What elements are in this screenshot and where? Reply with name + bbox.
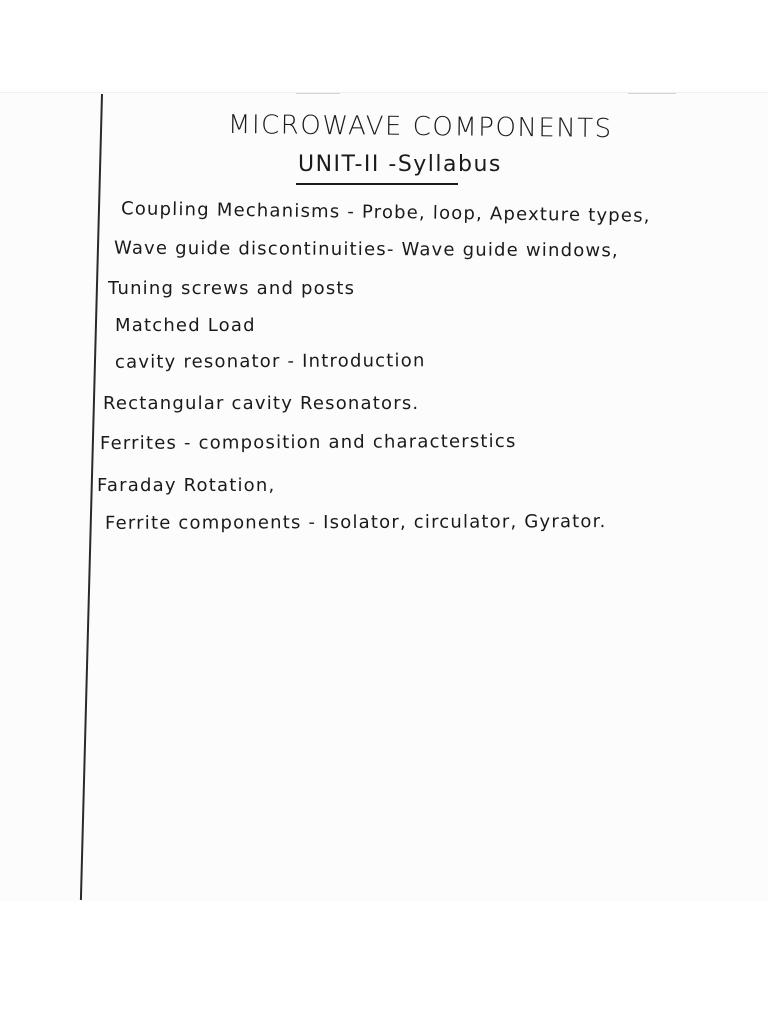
syllabus-line: Tuning screws and posts: [108, 278, 356, 299]
subtitle-underline: [296, 183, 458, 185]
syllabus-line: Faraday Rotation,: [97, 475, 276, 496]
syllabus-line: Matched Load: [115, 315, 256, 336]
scan-mark: [628, 93, 676, 94]
page-subtitle: [298, 152, 502, 177]
page-title: MICROWAVE COMPONENTS: [227, 109, 613, 145]
syllabus-line: Ferrites - composition and characterstics: [99, 430, 517, 455]
syllabus-line: Rectangular cavity Resonators.: [103, 393, 420, 414]
syllabus-line: cavity resonator - Introduction: [114, 350, 426, 373]
scan-mark: [296, 93, 340, 94]
syllabus-line: Wave guide discontinuities- Wave guide windows,: [113, 237, 619, 262]
syllabus-line: Ferrite components - Isolator, circulator, Gyrator.: [104, 511, 607, 534]
subtitle-text: UNIT-II -Syllabus: [298, 152, 502, 177]
syllabus-line: Coupling Mechanisms - Probe, loop, Apexture types,: [120, 198, 651, 227]
